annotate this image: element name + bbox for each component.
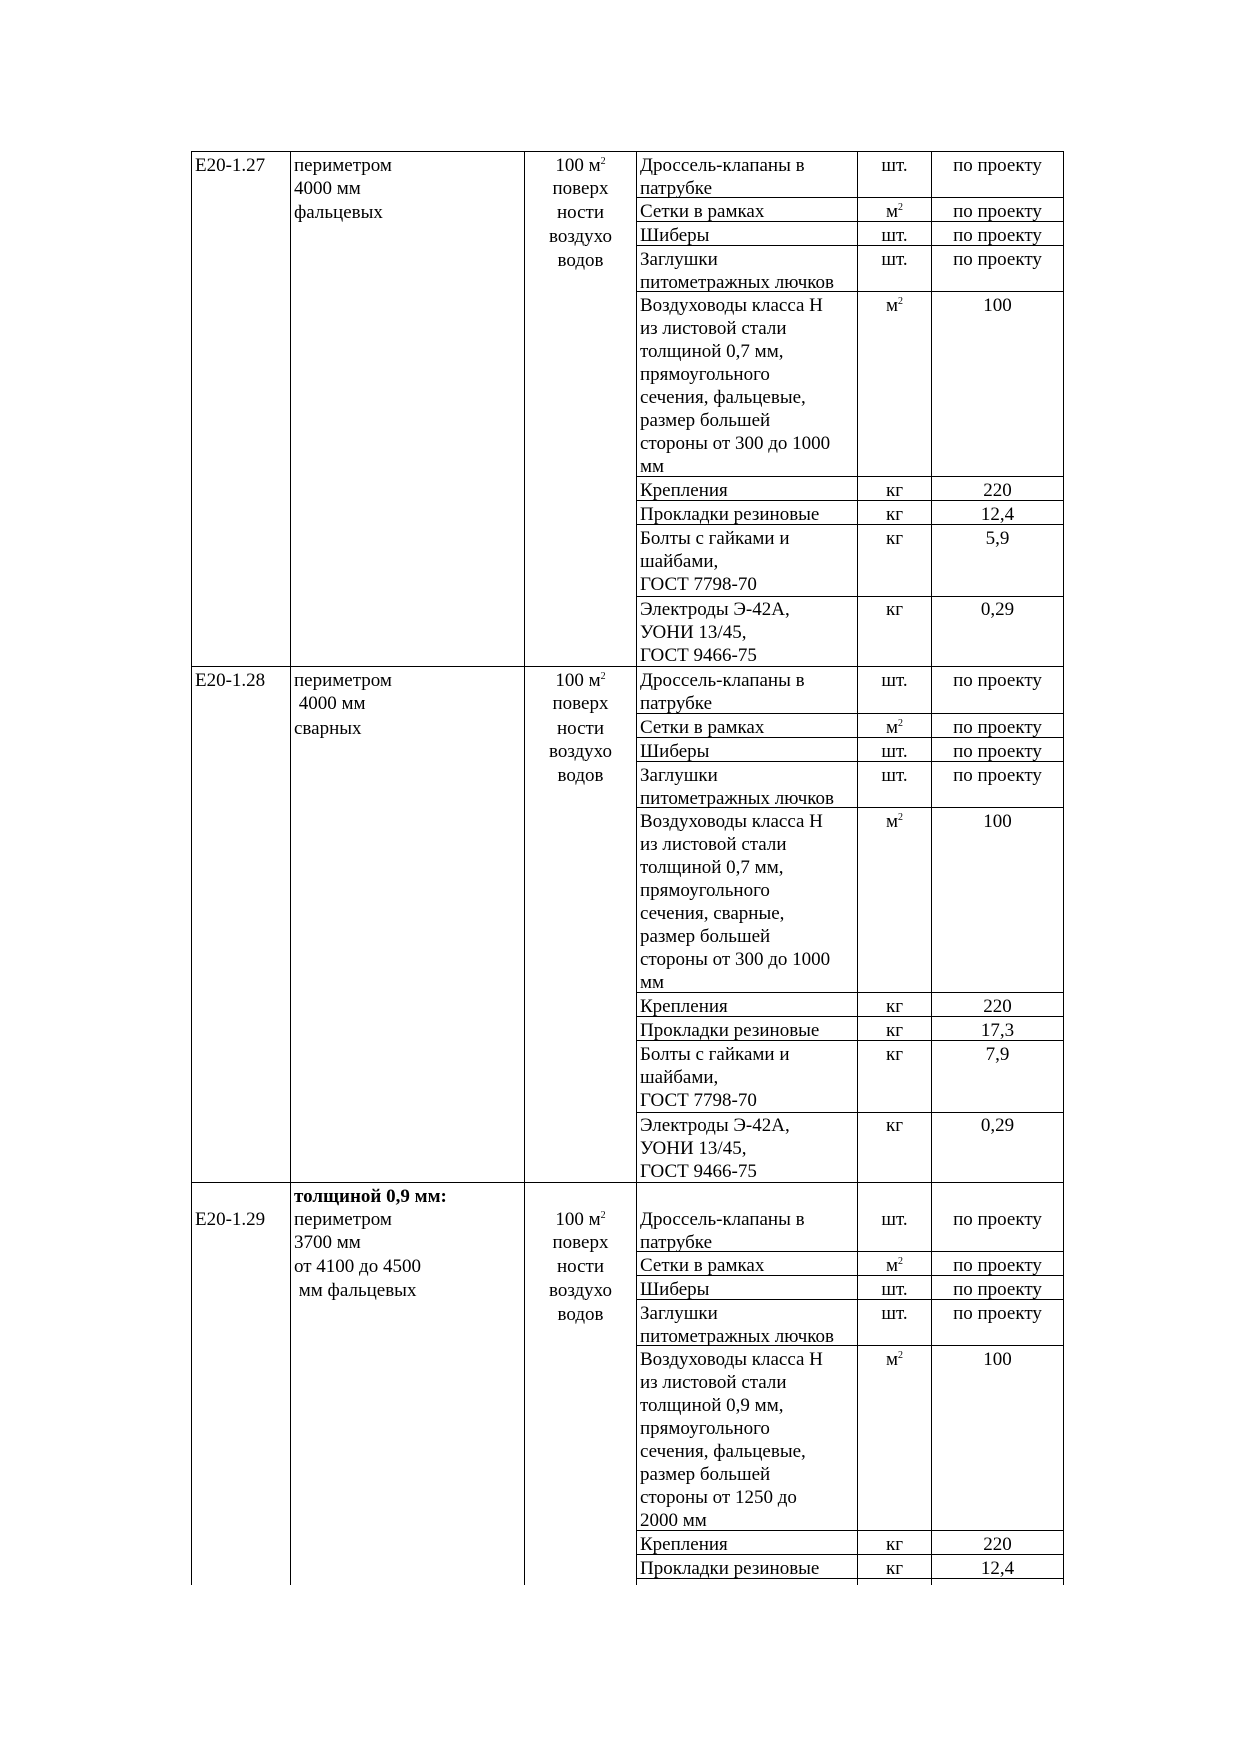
column-divider-unit bbox=[636, 151, 637, 1585]
resource-unit: кг bbox=[885, 504, 904, 525]
norm-unit: ности bbox=[556, 202, 605, 223]
resource-name: прямоугольного bbox=[640, 364, 770, 385]
resource-name: патрубке bbox=[640, 1232, 713, 1253]
resource-name: Сетки в рамках bbox=[640, 717, 765, 738]
resource-name: Электроды Э-42А, bbox=[640, 1115, 790, 1136]
norm-description: периметром bbox=[294, 670, 392, 691]
table-border-top bbox=[191, 151, 1064, 152]
resource-unit: $м^2$ bbox=[885, 201, 904, 222]
norm-unit: водов bbox=[557, 250, 604, 271]
resource-unit: кг bbox=[885, 1534, 904, 1555]
resource-unit: шт. bbox=[881, 741, 908, 762]
resource-name: Дроссель-клапаны в bbox=[640, 1209, 805, 1230]
norm-code: Е20-1.27 bbox=[195, 155, 266, 176]
resource-unit: шт. bbox=[881, 225, 908, 246]
resource-value: 220 bbox=[983, 996, 1012, 1017]
resource-name: прямоугольного bbox=[640, 880, 770, 901]
norm-code: Е20-1.29 bbox=[195, 1209, 266, 1230]
resource-name: шайбами, bbox=[640, 551, 719, 572]
resource-name: мм bbox=[640, 972, 665, 993]
resource-name: стороны от 300 до 1000 bbox=[640, 949, 831, 970]
norm-unit: 100 $м^2$ bbox=[555, 155, 606, 176]
norm-description: сварных bbox=[294, 718, 362, 739]
norm-unit: поверх bbox=[552, 693, 609, 714]
norm-unit: водов bbox=[557, 1304, 604, 1325]
resource-name: толщиной 0,7 мм, bbox=[640, 341, 784, 362]
resource-name: Заглушки bbox=[640, 1303, 718, 1324]
section-heading: толщиной 0,9 мм: bbox=[294, 1186, 447, 1207]
resource-unit: шт. bbox=[881, 670, 908, 691]
resource-value: по проекту bbox=[953, 1209, 1042, 1230]
resource-unit: кг bbox=[885, 528, 904, 549]
resource-name: Болты с гайками и bbox=[640, 1044, 790, 1065]
norm-unit: ности bbox=[556, 718, 605, 739]
norm-description: мм фальцевых bbox=[294, 1280, 417, 1301]
resource-name: УОНИ 13/45, bbox=[640, 1138, 747, 1159]
resource-name: Воздуховоды класса Н bbox=[640, 1349, 823, 1370]
resource-unit: $м^2$ bbox=[885, 1255, 904, 1276]
norm-unit: ности bbox=[556, 1256, 605, 1277]
resource-name: Прокладки резиновые bbox=[640, 504, 820, 525]
norm-unit: поверх bbox=[552, 1232, 609, 1253]
resource-name: Заглушки bbox=[640, 765, 718, 786]
norms-table bbox=[191, 151, 1064, 1585]
norm-description: 4000 мм bbox=[294, 178, 361, 199]
resource-value: 12,4 bbox=[980, 504, 1015, 525]
resource-name: Крепления bbox=[640, 1534, 728, 1555]
resource-name: ГОСТ 7798-70 bbox=[640, 574, 757, 595]
resource-value: по проекту bbox=[953, 1279, 1042, 1300]
resource-value: по проекту bbox=[953, 201, 1042, 222]
resource-unit: кг bbox=[885, 1558, 904, 1579]
resource-name: ГОСТ 9466-75 bbox=[640, 645, 757, 666]
resource-name: Болты с гайками и bbox=[640, 528, 790, 549]
resource-name: питометражных лючков bbox=[640, 272, 835, 293]
resource-name: мм bbox=[640, 456, 665, 477]
norm-unit: воздухо bbox=[549, 226, 612, 247]
resource-value: 100 bbox=[983, 295, 1012, 316]
resource-name: Прокладки резиновые bbox=[640, 1558, 820, 1579]
resource-value: 7,9 bbox=[985, 1044, 1010, 1065]
row-divider bbox=[636, 992, 1064, 993]
resource-unit: кг bbox=[885, 1115, 904, 1136]
group-divider bbox=[191, 1182, 1064, 1183]
column-divider-description bbox=[524, 151, 525, 1585]
resource-unit: шт. bbox=[881, 1279, 908, 1300]
resource-name: из листовой стали bbox=[640, 834, 787, 855]
resource-unit: кг bbox=[885, 996, 904, 1017]
norm-unit: 100 $м^2$ bbox=[555, 670, 606, 691]
resource-name: стороны от 1250 до bbox=[640, 1487, 797, 1508]
resource-value: 220 bbox=[983, 480, 1012, 501]
resource-name: Воздуховоды класса Н bbox=[640, 295, 823, 316]
resource-name: прямоугольного bbox=[640, 1418, 770, 1439]
resource-unit: кг bbox=[885, 1044, 904, 1065]
resource-unit: $м^2$ bbox=[885, 717, 904, 738]
resource-value: 220 bbox=[983, 1534, 1012, 1555]
resource-name: УОНИ 13/45, bbox=[640, 622, 747, 643]
row-divider bbox=[636, 476, 1064, 477]
resource-value: по проекту bbox=[953, 670, 1042, 691]
resource-name: сечения, фальцевые, bbox=[640, 387, 806, 408]
resource-name: толщиной 0,9 мм, bbox=[640, 1395, 784, 1416]
resource-value: по проекту bbox=[953, 717, 1042, 738]
table-border-left bbox=[191, 151, 192, 1585]
norm-unit: водов bbox=[557, 765, 604, 786]
resource-value: 17,3 bbox=[980, 1020, 1015, 1041]
resource-value: 0,29 bbox=[980, 1115, 1015, 1136]
table-border-right bbox=[1063, 151, 1064, 1585]
resource-unit: шт. bbox=[881, 1303, 908, 1324]
resource-unit: $м^2$ bbox=[885, 295, 904, 316]
resource-unit: $м^2$ bbox=[885, 811, 904, 832]
resource-name: питометражных лючков bbox=[640, 1326, 835, 1347]
resource-name: из листовой стали bbox=[640, 318, 787, 339]
resource-unit: $м^2$ bbox=[885, 1349, 904, 1370]
resource-name: Воздуховоды класса Н bbox=[640, 811, 823, 832]
resource-name: размер большей bbox=[640, 926, 771, 947]
resource-name: Прокладки резиновые bbox=[640, 1020, 820, 1041]
resource-name: Шиберы bbox=[640, 225, 710, 246]
resource-unit: шт. bbox=[881, 249, 908, 270]
resource-name: стороны от 300 до 1000 bbox=[640, 433, 831, 454]
resource-name: Сетки в рамках bbox=[640, 1255, 765, 1276]
resource-name: Шиберы bbox=[640, 741, 710, 762]
resource-name: Крепления bbox=[640, 996, 728, 1017]
norm-description: от 4100 до 4500 bbox=[294, 1256, 421, 1277]
resource-name: сечения, сварные, bbox=[640, 903, 785, 924]
resource-name: Заглушки bbox=[640, 249, 718, 270]
resource-name: Электроды Э-42А, bbox=[640, 599, 790, 620]
resource-value: по проекту bbox=[953, 1303, 1042, 1324]
resource-name: 2000 мм bbox=[640, 1510, 707, 1531]
resource-unit: шт. bbox=[881, 765, 908, 786]
resource-value: по проекту bbox=[953, 155, 1042, 176]
resource-value: 0,29 bbox=[980, 599, 1015, 620]
norm-description: 3700 мм bbox=[294, 1232, 361, 1253]
resource-name: из листовой стали bbox=[640, 1372, 787, 1393]
resource-name: размер большей bbox=[640, 410, 771, 431]
resource-name: Шиберы bbox=[640, 1279, 710, 1300]
norm-unit: поверх bbox=[552, 178, 609, 199]
norm-description: периметром bbox=[294, 155, 392, 176]
resource-value: по проекту bbox=[953, 765, 1042, 786]
resource-unit: кг bbox=[885, 1020, 904, 1041]
resource-value: по проекту bbox=[953, 249, 1042, 270]
norm-unit: 100 $м^2$ bbox=[555, 1209, 606, 1230]
resource-unit: кг bbox=[885, 480, 904, 501]
resource-unit: шт. bbox=[881, 155, 908, 176]
resource-name: Дроссель-клапаны в bbox=[640, 670, 805, 691]
resource-value: 100 bbox=[983, 1349, 1012, 1370]
resource-name: Дроссель-клапаны в bbox=[640, 155, 805, 176]
resource-value: 12,4 bbox=[980, 1558, 1015, 1579]
resource-unit: шт. bbox=[881, 1209, 908, 1230]
norm-code: Е20-1.28 bbox=[195, 670, 266, 691]
resource-name: ГОСТ 7798-70 bbox=[640, 1090, 757, 1111]
norm-description: фальцевых bbox=[294, 202, 383, 223]
resource-name: ГОСТ 9466-75 bbox=[640, 1161, 757, 1182]
resource-name: толщиной 0,7 мм, bbox=[640, 857, 784, 878]
resource-name: шайбами, bbox=[640, 1067, 719, 1088]
resource-value: по проекту bbox=[953, 1255, 1042, 1276]
resource-name: сечения, фальцевые, bbox=[640, 1441, 806, 1462]
resource-value: по проекту bbox=[953, 225, 1042, 246]
resource-value: по проекту bbox=[953, 741, 1042, 762]
group-divider bbox=[191, 666, 1064, 667]
resource-name: Крепления bbox=[640, 480, 728, 501]
norm-unit: воздухо bbox=[549, 741, 612, 762]
resource-name: патрубке bbox=[640, 178, 713, 199]
resource-name: Сетки в рамках bbox=[640, 201, 765, 222]
norm-unit: воздухо bbox=[549, 1280, 612, 1301]
resource-name: патрубке bbox=[640, 693, 713, 714]
column-divider-code bbox=[290, 151, 291, 1585]
resource-value: 100 bbox=[983, 811, 1012, 832]
resource-name: размер большей bbox=[640, 1464, 771, 1485]
norm-description: периметром bbox=[294, 1209, 392, 1230]
norm-description: 4000 мм bbox=[294, 693, 366, 714]
resource-name: питометражных лючков bbox=[640, 788, 835, 809]
resource-value: 5,9 bbox=[985, 528, 1010, 549]
resource-unit: кг bbox=[885, 599, 904, 620]
